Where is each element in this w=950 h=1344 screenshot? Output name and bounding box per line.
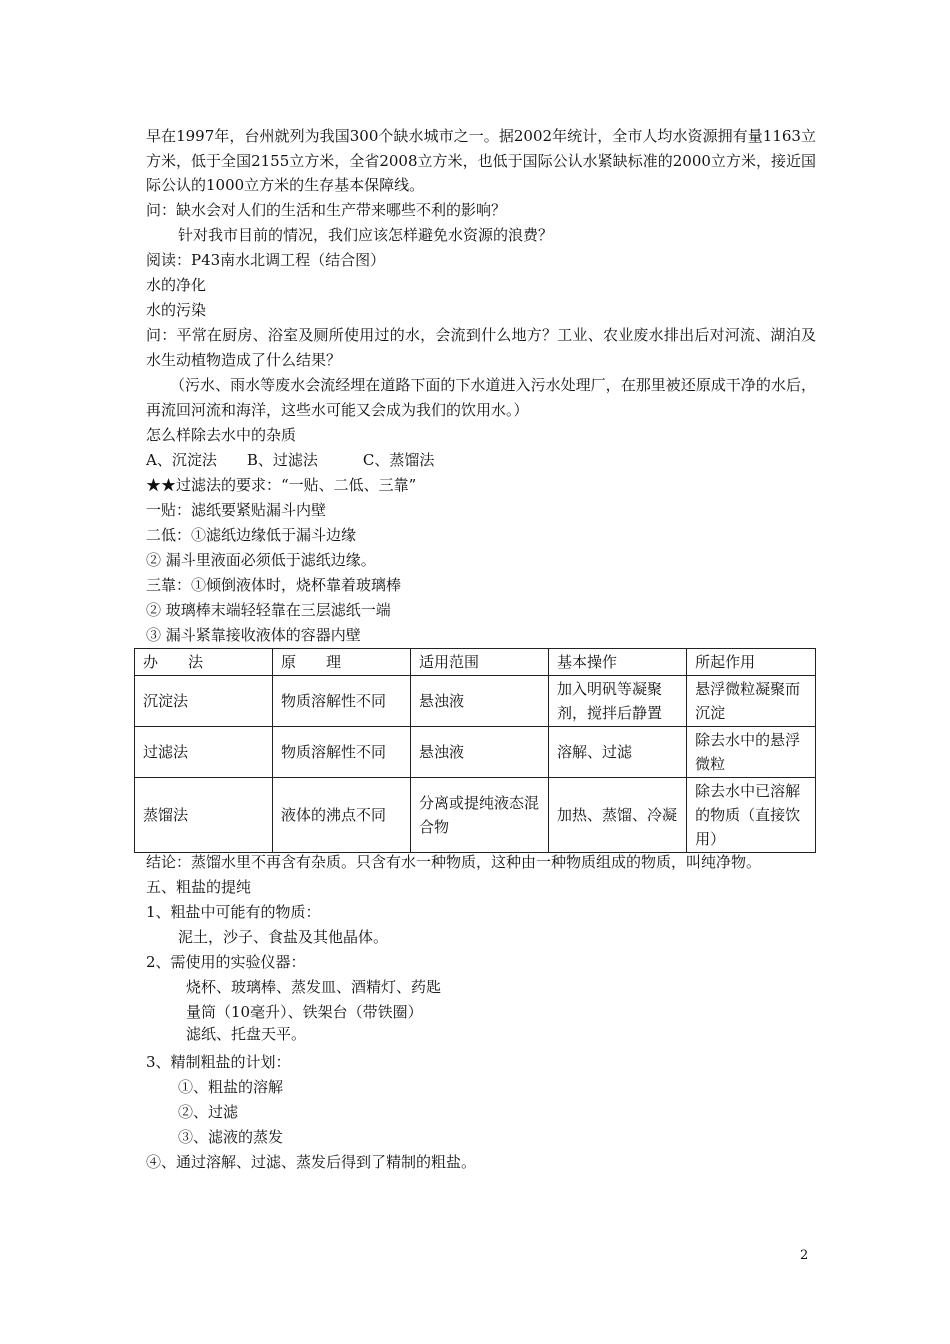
table-header-cell: 办 法 [135, 649, 273, 676]
instruments-line-2: 量筒（10毫升）、铁架台（带铁圈） [186, 1003, 423, 1021]
plan-step-3: ③、滤液的蒸发 [178, 1128, 284, 1146]
purification-methods-table [134, 648, 816, 853]
table-cell: 溶解、过滤 [549, 727, 687, 778]
table-cell: 加入明矾等凝聚剂，搅拌后静置 [549, 676, 687, 727]
instruments-line-3: 滤纸、托盘天平。 [186, 1025, 307, 1043]
question-1: 问：缺水会对人们的生活和生产带来哪些不利的影响？ [146, 201, 507, 219]
table-cell: 加热、蒸馏、冷凝 [549, 778, 687, 853]
heading-pollution: 水的污染 [146, 301, 207, 319]
conclusion: 结论：蒸馏水里不再含有杂质。只含有水一种物质，这种由一种物质组成的物质，叫纯净物。 [146, 853, 762, 871]
intro-paragraph: 早在1997年，台州就列为我国300个缺水城市之一。据2002年统计，全市人均水资源拥有量1163立方米，低于全国2155立方米，全省2008立方米，也低于国际公认水紧缺标准的2000立方米，接近国际公认的1000立方米的生存基本保障线。 [146, 127, 816, 194]
step-4: ④、通过溶解、过滤、蒸发后得到了精制的粗盐。 [146, 1153, 477, 1171]
table-cell: 除去水中已溶解的物质（直接饮用） [687, 778, 816, 853]
rule-sankao-1: 三靠：①倾倒液体时，烧杯靠着玻璃棒 [146, 576, 402, 594]
filter-requirements: ★★过滤法的要求：“一贴、二低、三靠” [146, 476, 417, 494]
step-3-title: 3、精制粗盐的计划： [146, 1053, 291, 1071]
table-cell: 液体的沸点不同 [273, 778, 411, 853]
table-cell: 悬浊液 [411, 676, 549, 727]
table-row [135, 778, 816, 853]
answer-paragraph: （污水、雨水等废水会流经埋在道路下面的下水道进入污水处理厂，在那里被还原成干净的水后，再流回河流和海洋，这些水可能又会成为我们的饮用水。） [146, 376, 816, 419]
table-header-cell: 原 理 [273, 649, 411, 676]
question-3: 问：平常在厨房、浴室及厕所使用过的水，会流到什么地方？工业、农业废水排出后对河流、湖泊及水生动植物造成了什么结果？ [146, 326, 816, 369]
instruments-line-1: 烧杯、玻璃棒、蒸发皿、酒精灯、药匙 [186, 978, 442, 996]
plan-step-1: ①、粗盐的溶解 [178, 1078, 284, 1096]
table-row [135, 676, 816, 727]
table-header-cell: 适用范围 [411, 649, 549, 676]
step-1-content: 泥土，沙子、食盐及其他晶体。 [178, 928, 389, 946]
table-cell: 物质溶解性不同 [273, 727, 411, 778]
heading-remove-impurities: 怎么样除去水中的杂质 [146, 426, 297, 444]
rule-yitie: 一贴：滤纸要紧贴漏斗内壁 [146, 501, 327, 519]
table-cell: 蒸馏法 [135, 778, 273, 853]
methods-list: A、沉淀法 B、过滤法 C、蒸馏法 [146, 451, 435, 469]
table-row [135, 727, 816, 778]
step-1-title: 1、粗盐中可能有的物质： [146, 903, 321, 921]
table-header-row [135, 649, 816, 676]
table-cell: 除去水中的悬浮微粒 [687, 727, 816, 778]
table-cell: 悬浊液 [411, 727, 549, 778]
rule-erdi-2: ② 漏斗里液面必须低于滤纸边缘。 [146, 551, 376, 569]
plan-step-2: ②、过滤 [178, 1103, 239, 1121]
rule-sankao-2: ② 玻璃棒末端轻轻靠在三层滤纸一端 [146, 601, 391, 619]
table-header-cell: 所起作用 [687, 649, 816, 676]
step-2-title: 2、需使用的实验仪器： [146, 953, 306, 971]
heading-purification: 水的净化 [146, 276, 207, 294]
table-header-cell: 基本操作 [549, 649, 687, 676]
table-cell: 沉淀法 [135, 676, 273, 727]
rule-erdi-1: 二低：①滤纸边缘低于漏斗边缘 [146, 526, 357, 544]
table-cell: 分离或提纯液态混合物 [411, 778, 549, 853]
page-number: 2 [800, 1248, 809, 1263]
section-5-title: 五、粗盐的提纯 [146, 878, 252, 896]
question-2: 针对我市目前的情况，我们应该怎样避免水资源的浪费？ [178, 226, 554, 244]
table-cell: 物质溶解性不同 [273, 676, 411, 727]
rule-sankao-3: ③ 漏斗紧靠接收液体的容器内壁 [146, 626, 361, 644]
reading-note: 阅读：P43南水北调工程（结合图） [146, 251, 386, 269]
table-cell: 过滤法 [135, 727, 273, 778]
table-cell: 悬浮微粒凝聚而沉淀 [687, 676, 816, 727]
